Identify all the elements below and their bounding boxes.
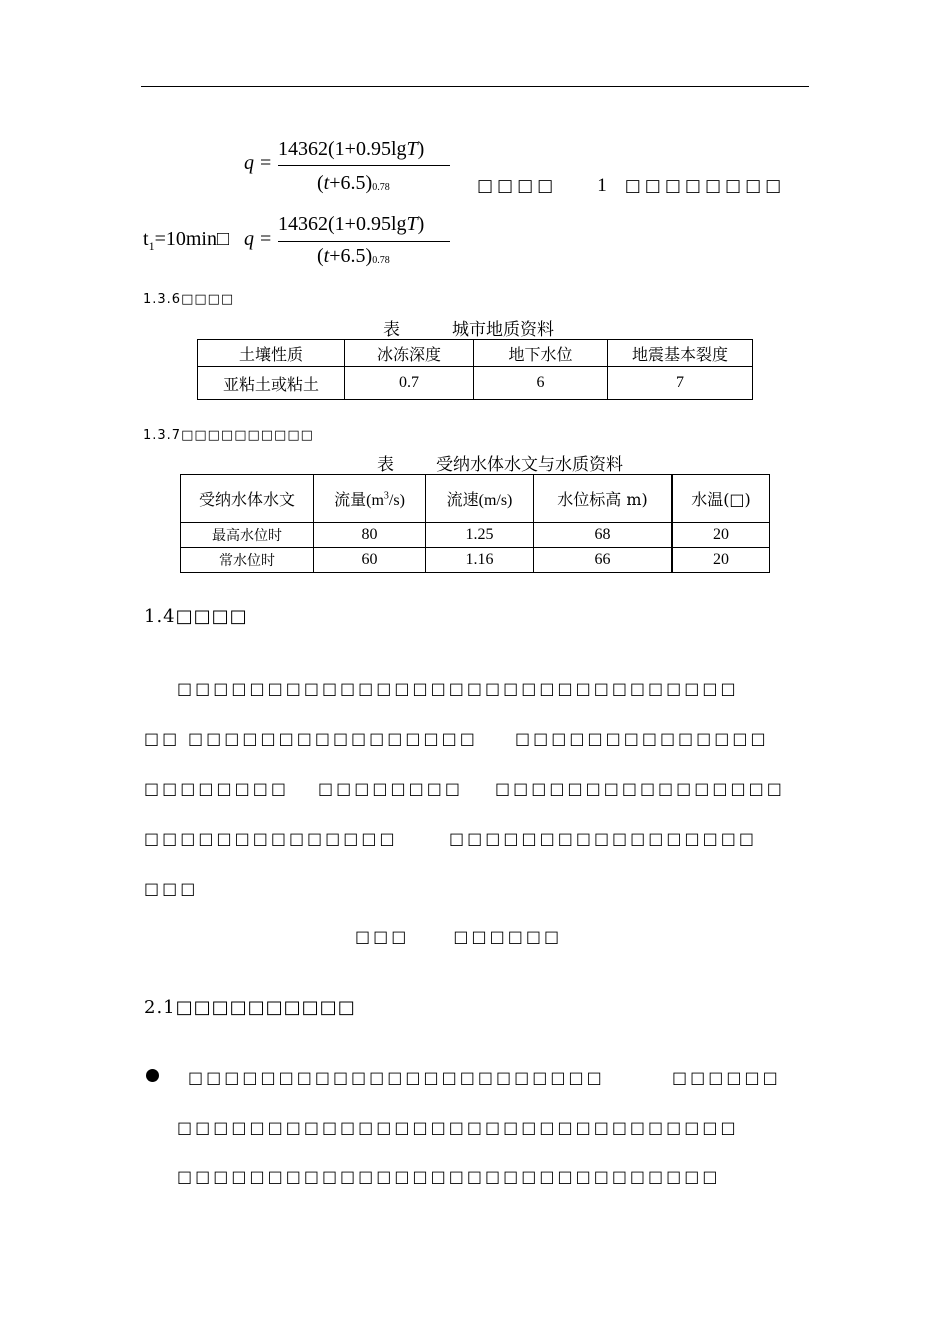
header-cell: 流速(m/s): [426, 475, 534, 523]
table-row: [181, 523, 770, 548]
fraction-bar: [278, 241, 450, 242]
table-cell: 1.16: [426, 548, 534, 573]
table-cell: 0.7: [345, 367, 474, 400]
body-line: □□: [144, 729, 181, 748]
section-heading-137: 1.3.7□□□□□□□□□□: [143, 428, 314, 443]
table-cell: 1.25: [426, 523, 534, 548]
table-cell: 20: [672, 548, 770, 573]
body-line: □□□□□□□□□□□□□□: [515, 729, 769, 748]
hydrology-table: [180, 474, 770, 573]
table-caption-136: 表 城市地质资料: [383, 320, 554, 340]
body-line: □□□□□□□□□□□□□□□□: [495, 779, 785, 798]
body-line: □□□□□□□□: [144, 779, 289, 798]
table-header-row: [198, 340, 753, 367]
body-line: □□□□□□□□□□□□□□□□□□□□□□□: [188, 1068, 605, 1087]
table-cell: 66: [534, 548, 673, 573]
table-cell: 亚粘土或粘土: [198, 367, 345, 400]
header-cell: 冰冻深度: [345, 340, 474, 367]
table-row: [181, 548, 770, 573]
formula-numerator: 14362(1+0.95lgT): [278, 213, 425, 235]
body-line: □□□□□□□□□□□□□□: [144, 829, 398, 848]
formula-note: □□□□ 1 □□□□□□□□: [477, 175, 786, 196]
table-cell: 60: [314, 548, 426, 573]
table-cell: 20: [672, 523, 770, 548]
section-heading-21: 2.1□□□□□□□□□□: [144, 997, 356, 1018]
body-line: □□□□□□□□□□□□□□□□□□□□□□□□□□□□□□□: [177, 1118, 739, 1137]
formula-numerator: 14362(1+0.95lgT): [278, 138, 425, 160]
formula-denominator: (t+6.5)0.78: [317, 172, 390, 194]
geology-table: [197, 339, 753, 400]
table-header-row: [181, 475, 770, 523]
formula-denominator: (t+6.5)0.78: [317, 245, 390, 267]
section-heading-136: 1.3.6□□□□: [143, 292, 235, 307]
body-line: □□□□□□□□□□□□□□□□□□□□□□□□□□□□□□□: [177, 679, 739, 698]
header-cell: 受纳水体水文: [181, 475, 314, 523]
fraction-bar: [278, 165, 450, 166]
table-row: [198, 367, 753, 400]
body-line: □□□: [144, 879, 199, 898]
table-cell: 80: [314, 523, 426, 548]
formula-lhs: q: [244, 228, 254, 250]
header-cell: 地下水位: [474, 340, 608, 367]
table-cell: 7: [608, 367, 753, 400]
header-cell: 流量$(m^3/s)$: [314, 475, 426, 523]
body-line: □□□□□□: [672, 1068, 781, 1087]
body-line: □□□□□□□□: [318, 779, 463, 798]
header-rule: [141, 86, 809, 87]
header-cell: 水位标高 m): [534, 475, 673, 523]
table-cell: 常水位时: [181, 548, 314, 573]
section-heading-14: 1.4□□□□: [144, 606, 248, 627]
table-cell: 6: [474, 367, 608, 400]
body-line: □□□□□□□□□□□□□□□□: [188, 729, 478, 748]
table-cell: 68: [534, 523, 673, 548]
formula-lhs: q: [244, 152, 254, 174]
header-cell: 土壤性质: [198, 340, 345, 367]
header-cell: 水温(□): [672, 475, 770, 523]
body-line: □□□□□□□□□□□□□□□□□□□□□□□□□□□□□□: [177, 1167, 721, 1186]
table-caption-14: □□□ □□□□□□: [355, 927, 563, 946]
formula-equals: =: [260, 228, 272, 250]
bullet-icon: [146, 1069, 159, 1082]
t1-label: $t_1=10\min□$: [143, 228, 230, 253]
formula-equals: =: [260, 152, 272, 174]
table-caption-137: 表 受纳水体水文与水质资料: [377, 455, 623, 475]
header-cell: 地震基本裂度: [608, 340, 753, 367]
table-cell: 最高水位时: [181, 523, 314, 548]
body-line: □□□□□□□□□□□□□□□□□: [449, 829, 757, 848]
